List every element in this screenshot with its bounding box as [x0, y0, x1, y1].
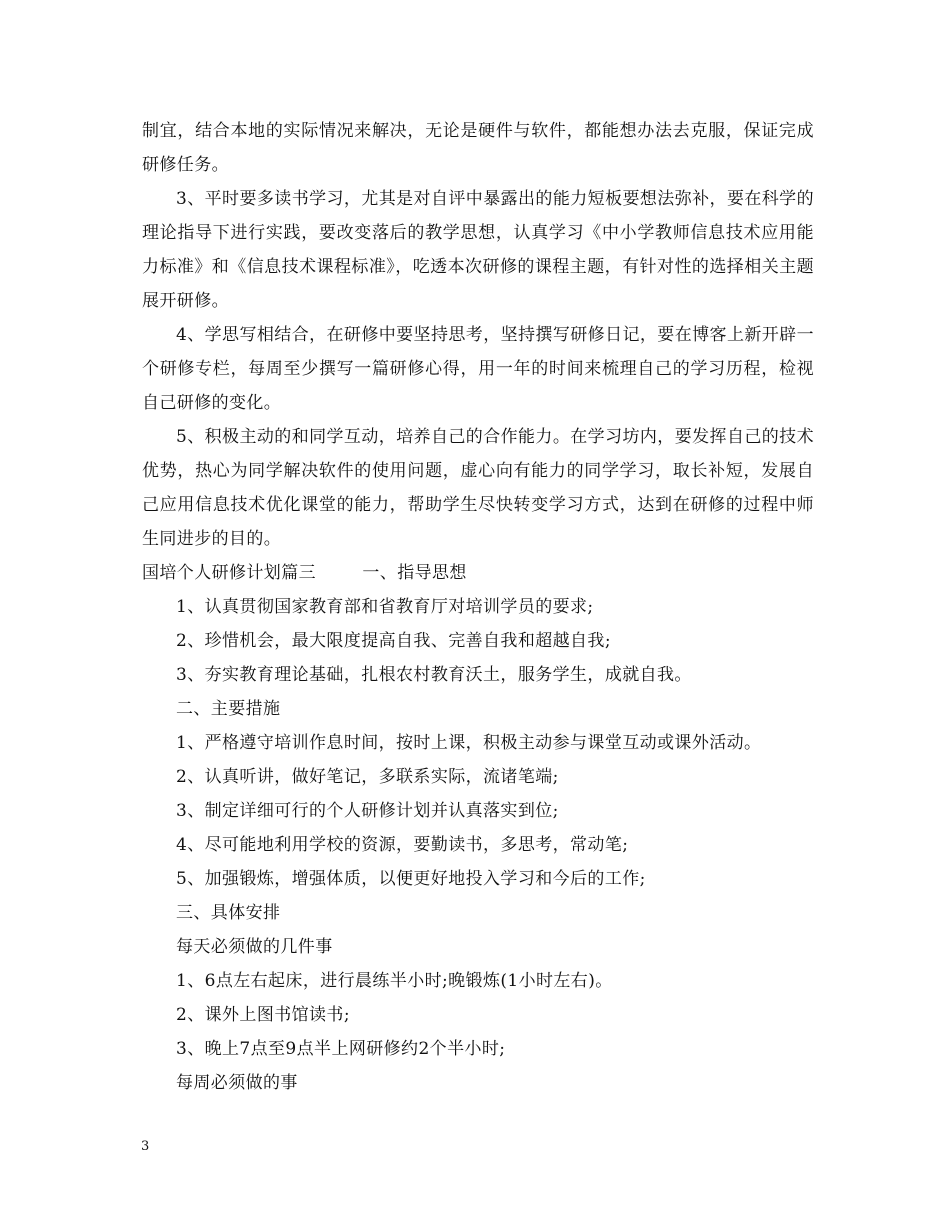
daily-item-2: 2、课外上图书馆读书; [176, 1005, 350, 1025]
measure-item-4: 4、尽可能地利用学校的资源，要勤读书，多思考，常动笔; [176, 835, 629, 855]
daily-item-3: 3、晚上7点至9点半上网研修约2个半小时; [176, 1039, 506, 1059]
daily-heading: 每天必须做的几件事 [176, 937, 333, 957]
measures-heading: 二、主要措施 [176, 699, 281, 719]
guiding-item-1: 1、认真贯彻国家教育部和省教育厅对培训学员的要求; [176, 597, 594, 617]
paragraph-4: 4、学思写相结合，在研修中要坚持思考，坚持撰写研修日记，要在博客上新开辟一个研修专栏，每周至少撰写一篇研修心得，用一年的时间来梳理自己的学习历程，检视自己研修的变化。 [142, 325, 814, 413]
document-body [142, 114, 814, 1100]
daily-item-1: 1、6点左右起床，进行晨练半小时;晚锻炼(1小时左右)。 [176, 971, 613, 991]
weekly-heading: 每周必须做的事 [176, 1073, 298, 1093]
measure-item-1: 1、严格遵守培训作息时间，按时上课，积极主动参与课堂互动或课外活动。 [176, 733, 762, 753]
paragraph-5: 5、积极主动的和同学互动，培养自己的合作能力。在学习坊内，要发挥自己的技术优势，热心为同学解决软件的使用问题，虚心向有能力的同学学习，取长补短，发展自己应用信息技术优化课堂的能力，帮助学生尽快转变学习方式，达到在研修的过程中师生同进步的目的。 [142, 427, 814, 549]
plan-3-title: 国培个人研修计划篇三 一、指导思想 [142, 563, 467, 583]
guiding-item-2: 2、珍惜机会，最大限度提高自我、完善自我和超越自我; [176, 631, 611, 651]
measure-item-3: 3、制定详细可行的个人研修计划并认真落实到位; [176, 801, 559, 821]
measure-item-5: 5、加强锻炼，增强体质，以便更好地投入学习和今后的工作; [176, 869, 646, 889]
paragraph-3: 3、平时要多读书学习，尤其是对自评中暴露出的能力短板要想法弥补，要在科学的理论指导下进行实践，要改变落后的教学思想，认真学习《中小学教师信息技术应用能力标准》和《信息技术课程标准》，吃透本次研修的课程主题，有针对性的选择相关主题展开研修。 [142, 189, 814, 311]
continuation-paragraph: 制宜，结合本地的实际情况来解决，无论是硬件与软件，都能想办法去克服，保证完成研修任务。 [142, 121, 814, 175]
arrangement-heading: 三、具体安排 [176, 903, 281, 923]
measure-item-2: 2、认真听讲，做好笔记，多联系实际，流诸笔端; [176, 767, 559, 787]
page-number: 3 [141, 1139, 150, 1154]
guiding-item-3: 3、夯实教育理论基础，扎根农村教育沃土，服务学生，成就自我。 [176, 665, 692, 685]
